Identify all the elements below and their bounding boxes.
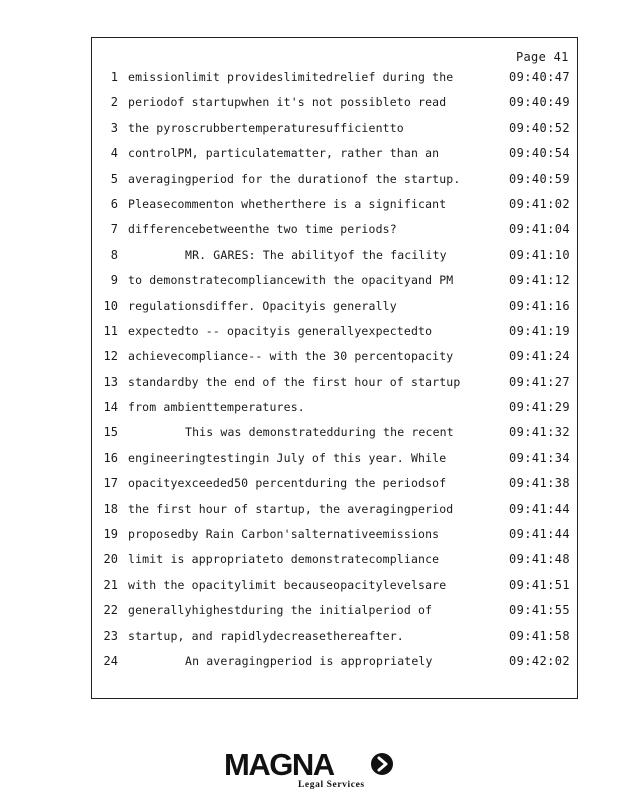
line-number: 18 (103, 501, 118, 516)
line-number: 12 (103, 349, 118, 364)
logo-wordmark: MAGNA (224, 747, 334, 782)
transcript-line (0, 247, 618, 272)
transcript-line (0, 120, 618, 145)
transcript-line (0, 577, 618, 602)
transcript-line (0, 221, 618, 246)
transcript-line (0, 653, 618, 678)
line-timestamp: 09:41:12 (509, 273, 570, 288)
line-number: 2 (110, 95, 118, 110)
transcript-line (0, 94, 618, 119)
line-timestamp: 09:40:52 (509, 120, 570, 135)
company-logo (224, 748, 396, 794)
transcript-line (0, 501, 618, 526)
line-text: An averagingperiod is appropriately (185, 653, 433, 668)
line-number: 3 (110, 120, 118, 135)
line-timestamp: 09:41:38 (509, 476, 570, 491)
line-number: 16 (103, 450, 118, 465)
transcript-line (0, 298, 618, 323)
line-text: differencebetweenthe two time periods? (128, 222, 397, 237)
line-number: 17 (103, 476, 118, 491)
transcript-line (0, 145, 618, 170)
line-number: 11 (103, 323, 118, 338)
transcript-line (0, 348, 618, 373)
line-timestamp: 09:41:34 (509, 450, 570, 465)
transcript-line (0, 399, 618, 424)
line-number: 19 (103, 527, 118, 542)
line-number: 4 (110, 146, 118, 161)
line-timestamp: 09:41:24 (509, 349, 570, 364)
line-text: the pyroscrubbertemperaturesufficientto (128, 120, 404, 135)
line-timestamp: 09:40:49 (509, 95, 570, 110)
line-number: 6 (110, 196, 118, 211)
line-number: 24 (103, 653, 118, 668)
transcript-line (0, 526, 618, 551)
transcript-line (0, 450, 618, 475)
line-text: MR. GARES: The abilityof the facility (185, 247, 447, 262)
line-number: 5 (110, 171, 118, 186)
transcript-line (0, 424, 618, 449)
line-number: 20 (103, 552, 118, 567)
line-text: with the opacitylimit becauseopacitylevelsare (128, 577, 447, 592)
line-text: regulationsdiffer. Opacityis generally (128, 298, 397, 313)
line-timestamp: 09:41:55 (509, 603, 570, 618)
line-number: 10 (103, 298, 118, 313)
transcript-line (0, 374, 618, 399)
line-text: Pleasecommenton whetherthere is a significant (128, 196, 447, 211)
line-text: opacityexceeded50 percentduring the periodsof (128, 476, 447, 491)
transcript-line (0, 323, 618, 348)
line-text: averagingperiod for the durationof the startup. (128, 171, 461, 186)
line-timestamp: 09:41:10 (509, 247, 570, 262)
transcript-line (0, 628, 618, 653)
line-timestamp: 09:41:44 (509, 501, 570, 516)
line-timestamp: 09:41:32 (509, 425, 570, 440)
line-timestamp: 09:40:54 (509, 146, 570, 161)
line-number: 1 (110, 70, 118, 84)
line-timestamp: 09:42:02 (509, 653, 570, 668)
line-number: 22 (103, 603, 118, 618)
line-timestamp: 09:40:47 (509, 70, 570, 84)
line-text: achievecompliance-- with the 30 percentopacity (128, 349, 454, 364)
transcript-line (0, 551, 618, 576)
logo-subtitle: Legal Services (298, 780, 365, 790)
transcript-line (0, 196, 618, 221)
line-timestamp: 09:40:59 (509, 171, 570, 186)
line-text: controlPM, particulatematter, rather than an (128, 146, 440, 161)
line-timestamp: 09:41:19 (509, 323, 570, 338)
line-timestamp: 09:41:48 (509, 552, 570, 567)
chevron-right-circle-icon (371, 753, 393, 775)
line-timestamp: 09:41:51 (509, 577, 570, 592)
line-number: 7 (110, 222, 118, 237)
line-number: 9 (110, 273, 118, 288)
line-number: 14 (103, 400, 118, 415)
line-timestamp: 09:41:04 (509, 222, 570, 237)
line-text: engineeringtestingin July of this year. While (128, 450, 447, 465)
line-text: from ambienttemperatures. (128, 400, 305, 415)
line-timestamp: 09:41:02 (509, 196, 570, 211)
transcript-line (0, 69, 618, 94)
line-number: 21 (103, 577, 118, 592)
line-text: emissionlimit provideslimitedrelief during the (128, 70, 454, 84)
line-text: standardby the end of the first hour of startup (128, 374, 461, 389)
transcript-lines (0, 69, 618, 678)
line-number: 15 (103, 425, 118, 440)
transcript-line (0, 272, 618, 297)
line-timestamp: 09:41:58 (509, 628, 570, 643)
transcript-line (0, 602, 618, 627)
line-text: proposedby Rain Carbon'salternativeemissions (128, 527, 440, 542)
line-text: generallyhighestduring the initialperiod of (128, 603, 433, 618)
transcript-line (0, 171, 618, 196)
page-number: Page 41 (516, 50, 569, 64)
line-text: This was demonstratedduring the recent (185, 425, 454, 440)
line-text: expectedto -- opacityis generallyexpectedto (128, 323, 433, 338)
line-text: to demonstratecompliancewith the opacityand PM (128, 273, 454, 288)
line-text: startup, and rapidlydecreasethereafter. (128, 628, 404, 643)
line-text: the first hour of startup, the averagingperiod (128, 501, 454, 516)
line-timestamp: 09:41:44 (509, 527, 570, 542)
line-number: 13 (103, 374, 118, 389)
line-text: limit is appropriateto demonstratecompliance (128, 552, 440, 567)
line-number: 23 (103, 628, 118, 643)
line-timestamp: 09:41:27 (509, 374, 570, 389)
line-text: periodof startupwhen it's not possibleto read (128, 95, 447, 110)
line-timestamp: 09:41:16 (509, 298, 570, 313)
line-timestamp: 09:41:29 (509, 400, 570, 415)
line-number: 8 (110, 247, 118, 262)
transcript-line (0, 475, 618, 500)
